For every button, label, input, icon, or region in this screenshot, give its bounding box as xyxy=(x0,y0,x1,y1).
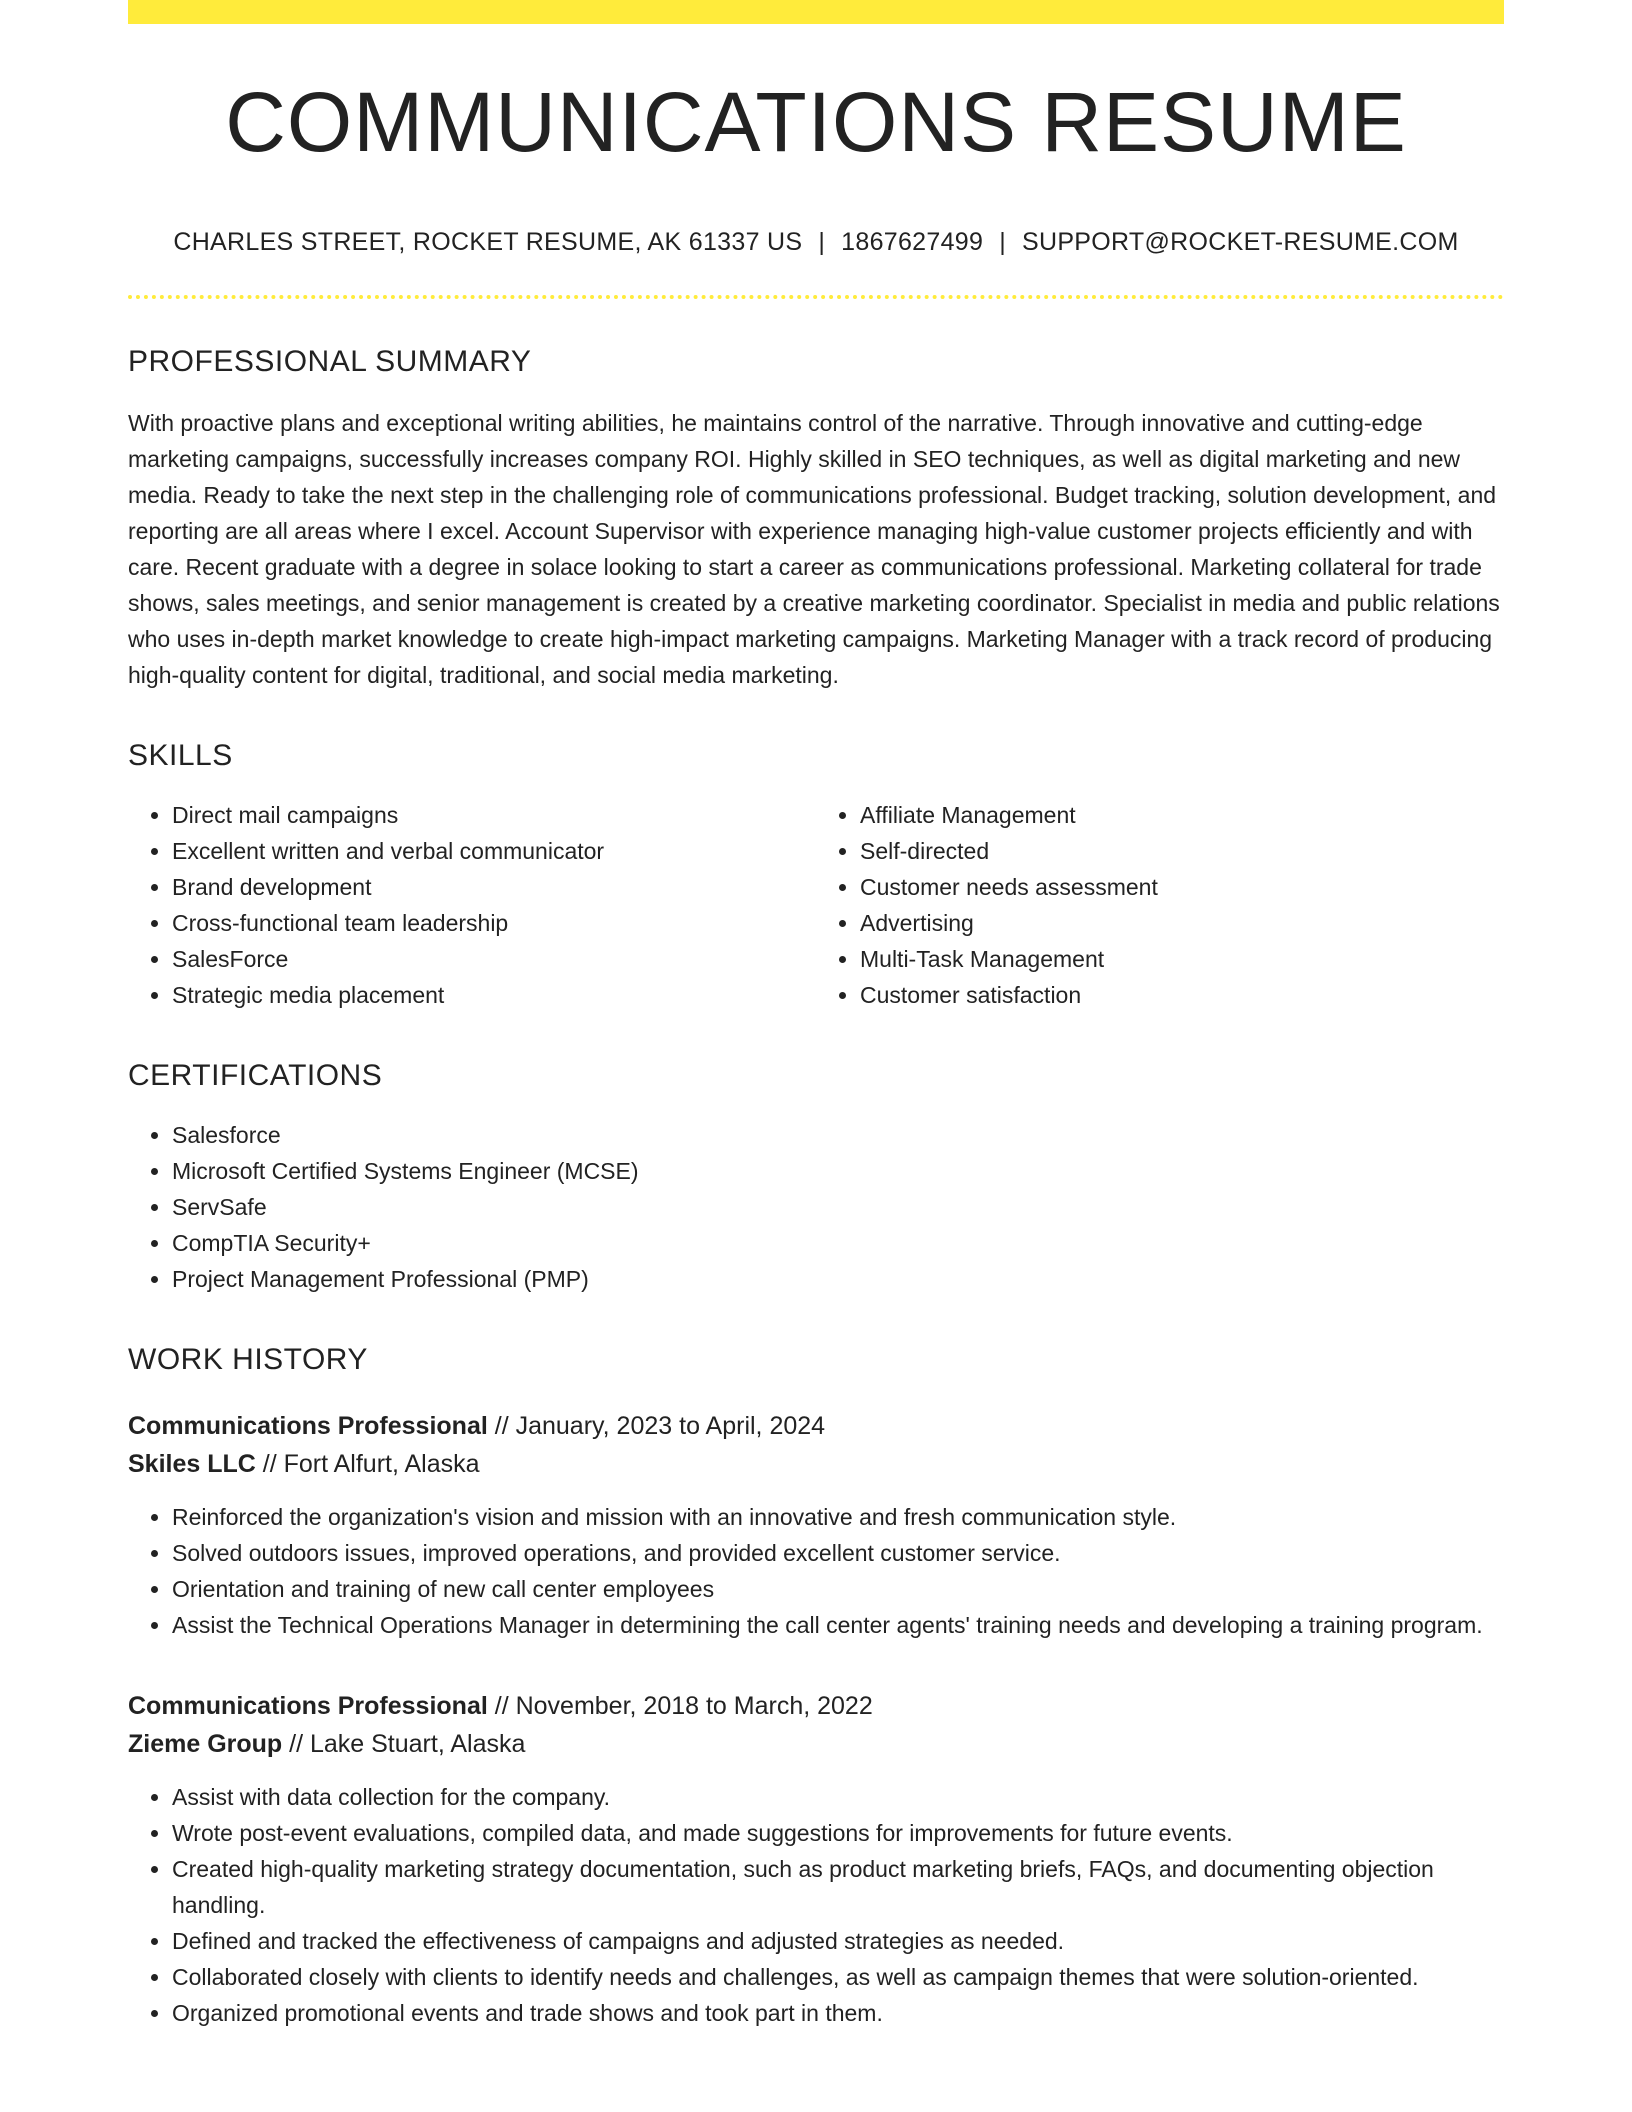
job-location: // Lake Stuart, Alaska xyxy=(282,1730,526,1758)
skill-item: • Cross-functional team leadership xyxy=(172,905,816,941)
job-bullets xyxy=(128,1779,1504,2031)
contact-separator: | xyxy=(818,228,826,256)
certifications-heading: CERTIFICATIONS xyxy=(128,1059,383,1092)
skill-item: • Affiliate Management xyxy=(860,797,1504,833)
accent-bar xyxy=(128,0,1504,24)
job-bullet: • Wrote post-event evaluations, compiled data, and made suggestions for improvements for future events. xyxy=(172,1815,1504,1851)
job-bullet: • Solved outdoors issues, improved operations, and provided excellent customer service. xyxy=(172,1535,1504,1571)
summary-text: With proactive plans and exceptional writing abilities, he maintains control of the narrative. Through innovative and cutting-edge marketing campaigns, successfully increases company ROI. Highly skilled in SEO techniques, as well as digital marketing and new media. Ready to take the next step in the challenging role of communications professional. Budget tracking, solution development, and reporting are all areas where I excel. Account Supervisor with experience managing high-value customer projects efficiently and with care. Recent graduate with a degree in solace looking to start a career as communications professional. Marketing collateral for trade shows, sales meetings, and senior management is created by a creative marketing coordinator. Specialist in media and public relations who uses in-depth market knowledge to create high-impact marketing campaigns. Marketing Manager with a track record of producing high-quality content for digital, traditional, and social media marketing. xyxy=(128,410,1500,688)
job-title: Communications Professional xyxy=(128,1412,488,1440)
skill-item: • Strategic media placement xyxy=(172,977,816,1013)
job-company: Zieme Group xyxy=(128,1730,283,1758)
work-history-section xyxy=(128,1345,1504,2031)
job-location: // Fort Alfurt, Alaska xyxy=(255,1450,480,1478)
skill-item: • Self-directed xyxy=(860,833,1504,869)
job-entry xyxy=(128,1687,1504,2031)
job-title: Communications Professional xyxy=(128,1692,488,1720)
job-bullet: • Assist the Technical Operations Manager in determining the call center agents' training needs and developing a training program. xyxy=(172,1607,1504,1643)
contact-phone: 1867627499 xyxy=(841,228,984,256)
skills-section xyxy=(128,741,1504,1013)
resume-title: COMMUNICATIONS RESUME xyxy=(225,75,1407,169)
job-bullet: • Reinforced the organization's vision and mission with an innovative and fresh communication style. xyxy=(172,1499,1504,1535)
certification-item: • Salesforce xyxy=(172,1117,1504,1153)
skill-item: • Excellent written and verbal communicator xyxy=(172,833,816,869)
job-bullet: • Created high-quality marketing strategy documentation, such as product marketing briefs, FAQs, and documenting objection handling. xyxy=(172,1851,1504,1923)
contact-line xyxy=(128,228,1504,257)
work-history-heading: WORK HISTORY xyxy=(128,1343,368,1376)
skill-item: • Customer needs assessment xyxy=(860,869,1504,905)
contact-address: CHARLES STREET, ROCKET RESUME, AK 61337 US xyxy=(173,228,803,256)
job-title-line xyxy=(128,1407,1504,1445)
job-dates: // January, 2023 to April, 2024 xyxy=(487,1412,826,1440)
header-divider xyxy=(128,295,1504,299)
skills-grid xyxy=(128,771,1504,1013)
resume-page xyxy=(128,0,1504,2031)
skill-item: • Advertising xyxy=(860,905,1504,941)
job-bullets xyxy=(128,1499,1504,1643)
job-bullet: • Organized promotional events and trade shows and took part in them. xyxy=(172,1995,1504,2031)
job-bullet: • Collaborated closely with clients to identify needs and challenges, as well as campaign themes that were solution-oriented. xyxy=(172,1959,1504,1995)
skills-heading: SKILLS xyxy=(128,739,233,772)
skill-item: • Brand development xyxy=(172,869,816,905)
job-dates: // November, 2018 to March, 2022 xyxy=(487,1692,873,1720)
certifications-list xyxy=(128,1117,1504,1297)
job-bullet: • Defined and tracked the effectiveness of campaigns and adjusted strategies as needed. xyxy=(172,1923,1504,1959)
skill-item: • Direct mail campaigns xyxy=(172,797,816,833)
skills-list-left xyxy=(128,797,816,1013)
skill-item: • SalesForce xyxy=(172,941,816,977)
skill-item: • Customer satisfaction xyxy=(860,977,1504,1013)
summary-heading: PROFESSIONAL SUMMARY xyxy=(128,345,532,378)
certification-item: • Project Management Professional (PMP) xyxy=(172,1261,1504,1297)
summary-section xyxy=(128,347,1504,693)
job-company: Skiles LLC xyxy=(128,1450,256,1478)
certification-item: • Microsoft Certified Systems Engineer (MCSE) xyxy=(172,1153,1504,1189)
job-bullet: • Orientation and training of new call center employees xyxy=(172,1571,1504,1607)
certifications-section xyxy=(128,1061,1504,1297)
contact-email: SUPPORT@ROCKET-RESUME.COM xyxy=(1022,228,1459,256)
skills-list-right xyxy=(816,797,1504,1013)
certification-item: • ServSafe xyxy=(172,1189,1504,1225)
job-company-line xyxy=(128,1725,1504,1763)
contact-separator: | xyxy=(999,228,1006,256)
job-entry xyxy=(128,1407,1504,1643)
certification-item: • CompTIA Security+ xyxy=(172,1225,1504,1261)
job-company-line xyxy=(128,1445,1504,1483)
job-bullet: • Assist with data collection for the company. xyxy=(172,1779,1504,1815)
job-title-line xyxy=(128,1687,1504,1725)
skill-item: • Multi-Task Management xyxy=(860,941,1504,977)
